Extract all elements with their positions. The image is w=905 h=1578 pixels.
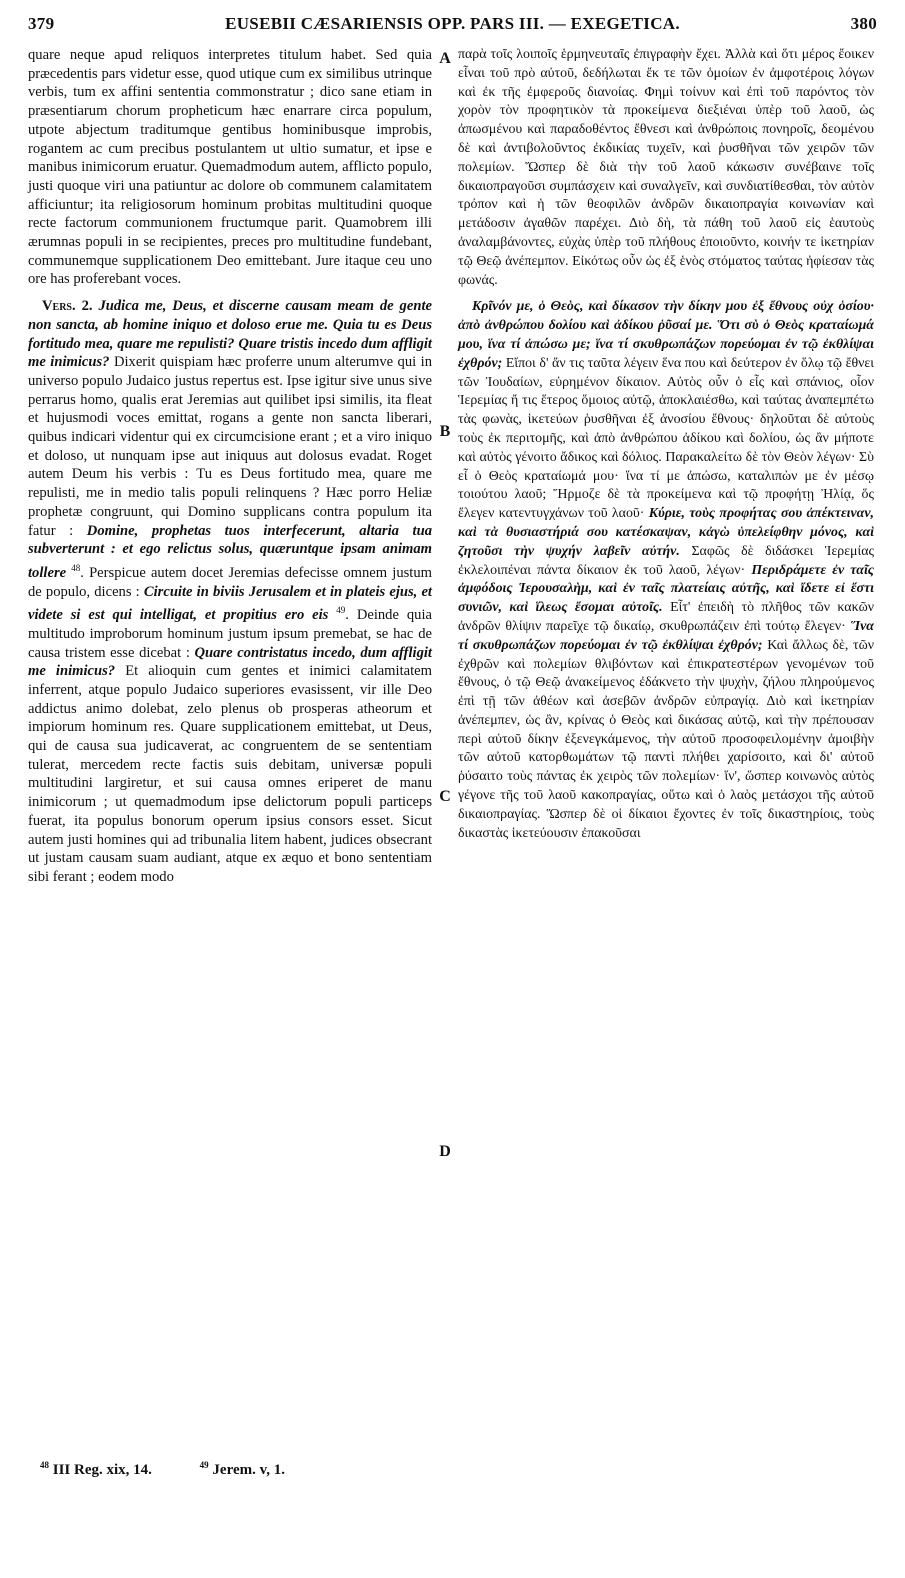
- margin-letter-c: C: [439, 788, 451, 805]
- running-header: [28, 14, 877, 40]
- footnote-48: [40, 1462, 174, 1478]
- verse-label: Vers. 2.: [42, 298, 93, 315]
- margin-letter-b: B: [439, 423, 451, 440]
- latin-quote-jeremiah: Circuite in biviis Jerusalem et in plateis ejus, et videte si est qui intelligat, et propitius ero eis: [28, 583, 432, 624]
- footnote-48-text: III Reg. xix, 14.: [52, 1462, 152, 1478]
- latin-commentary-2: . Perspicue autem docet Jeremias defecisse omnem justum de populo, dicens :: [28, 564, 432, 600]
- footnotes: [40, 1460, 329, 1479]
- greek-paragraph-intro: παρὰ τοῖς λοιποῖς ἑρμηνευταῖς ἐπιγραφὴν ἔχει. Ἀλλὰ καὶ ὅτι μέρος ἔοικεν εἶναι τοῦ πρὸ αὐτοῦ, δεδήλωται ἔκ τε τῶν ὁμοίων ἐν ἀμφοτέροις λόγων καὶ ἐκ τῆς ἐμφεροῦς διανοίας. Φημὶ τοίνυν καὶ ἐπὶ τοῦ παρόντος τὸν χορὸν τὸν προφητικὸν τὰ προκείμενα διεξιέναι ὑπὲρ τοῦ λαοῦ, ὡς ἀπωσμένου καὶ παραδοθέντος ἔθνεσι καὶ ἀνθρώποις πονηροῖς, δεομένου δὲ καὶ ἀντιβολοῦντος ἐκδικίας τυχεῖν, καὶ ῥυσθῆναι τῶν χειρῶν τῶν πολεμίων. Ὥσπερ δὲ διὰ τὴν τοῦ λαοῦ κάκωσιν συνέβαινε τοῖς δικαιοπραγοῦσι συμπάσχειν καὶ συναλγεῖν, καὶ συνδιατίθεσθαι, τὸν αὐτὸν τρόπον καὶ ἡ τῶν θεοφιλῶν ἀνδρῶν δικαιοπραγία κοινωνίαν καὶ μετάδοσιν ἀγαθῶν παρέχει. Διὸ δὴ, τὰ πάθη τοῦ λαοῦ εἰς ἑαυτοὺς ἀναλαμβάνοντες, εὐχὰς ὑπὲρ τοῦ πλήθους ἐποιοῦντο, κοινήν τε ἱκετηρίαν τῷ Θεῷ ἀνέπεμπον. Εἰκότως οὖν ὡς ἐξ ἑνὸς στόματος ταύτας ἠφίεσαν τὰς φωνάς.: [458, 47, 874, 288]
- footnote-49: [200, 1462, 307, 1478]
- footnote-ref-48: 48: [71, 562, 81, 573]
- greek-commentary-1: Εἴποι δ' ἄν τις ταῦτα λέγειν ἕνα που καὶ δεύτερον ἐν ὅλῳ τῷ ἔθνει τῶν Ἰουδαίων, εὑρημένον δίκαιον. Αὐτὸς οὖν ὁ εἷς καὶ σπάνιος, οἷον Ἱερεμίας ἤ τις ἕτερος ὅμοιος αὐτῷ, ἀποκλαιέσθω, καὶ ταύτας ἀναπεμπέτω τὰς φωνὰς, ἱκετεύων ῥυσθῆναι ἐξ ἀνοσίου ἔθνους· δηλοῦται δὲ αὐτοὺς τοὺς ἐκ περιτομῆς, καὶ ἀπὸ ἀνθρώπου ἀδίκου καὶ δολίου, ὡς ἂν μήποτε καὶ αὐτὸς γένοιτο ἄδικος καὶ δόλιος. Παρακαλείτω δὲ τὸν Θεὸν λέγων· Σὺ εἶ ὁ Θεὸς κραταίωμά μου· ἵνα τί με ἀπώσω, καταλιπὼν με ἐν μέσῳ τοιούτου λαοῦ; Ἥρμοζε δὲ τὰ προκείμενα καὶ τῷ προφήτῃ Ἠλίᾳ, ὅς ἔλεγεν κατεντυγχάνων τοῦ λαοῦ·: [458, 355, 874, 522]
- margin-letter-a: A: [439, 50, 451, 67]
- footnote-48-number: 48: [40, 1460, 49, 1470]
- latin-paragraph-verse: [28, 297, 432, 887]
- page-number-left: 379: [28, 14, 55, 33]
- margin-letter-d: D: [439, 1143, 451, 1160]
- latin-commentary-3: . Deinde quia multitudo improborum hominum justum ipsum premebat, se hac de causa tristem esse dicebat :: [28, 607, 432, 661]
- running-title: EUSEBII CÆSARIENSIS OPP. PARS III. — EXEGETICA.: [225, 14, 680, 33]
- greek-paragraph-verse: [458, 298, 874, 843]
- greek-commentary-3: Εἶτ' ἐπειδὴ τὸ πλῆθος τῶν κακῶν ἀνδρῶν θλίψιν παρεῖχε τῷ δικαίῳ, σκυθρωπάζειν ἐπὶ τούτῳ ἔλεγεν·: [458, 600, 875, 634]
- footnote-49-number: 49: [199, 1460, 209, 1470]
- latin-column: [28, 46, 432, 887]
- latin-commentary-1: Dixerit quispiam hæc proferre unum alterumve qui in universo populo Judaico justus repertus est. Ipse igitur sive unus sive perrarus homo, qualis erat Jeremias aut quilibet ipsi similis, ita fleat et hujusmodi voces emittat, rogans a gente non sancta liberari, quibus indicari videntur qui ex circumcisione erant ; et a viro iniquo et doloso, ut nunquam ipse aut iniquus aut dolosus evadat. Roget autem Deum his verbis : Tu es Deus fortitudo mea, quare me repulisti, me in medio talis populi relinquens ? Hæc porro Heliæ prophetæ congruunt, qui Domino supplicans contra populum ita fatur :: [28, 354, 432, 539]
- latin-paragraph-intro: quare neque apud reliquos interpretes titulum habet. Sed quia præcedentis pars videtur esse, quod utique cum ex similibus utrinque verbis, tum ex affini sententia commonstratur ; dico sane etiam in præsentiarum chorum propheticum hæc enarrare circa populum, utpote abjectum traditumque gentibus hominibusque improbis, rogantem ac cum precibus postulantem ut ultio sumatur, et ipse e manibus inimicorum eruatur. Quemadmodum autem, afflicto populo, justi quoque viri una patiuntur ac dolore ob communem calamitatem afficiuntur; ita religiosorum hominum probitas multitudini quoque recte factorum communionem fructumque parit. Quamobrem illi ærumnas populi in se recipientes, preces pro multitudine fundebant, communemque supplicationem Deo emittebant. Jure itaque ceu uno ore has proferebant voces.: [28, 47, 432, 288]
- greek-quote-jeremiah: Περιδράμετε ἐν ταῖς ἀμφόδοις Ἱερουσαλὴμ, καὶ ἐν ταῖς πλατείαις αὐτῆς, καὶ ἴδετε εἰ ἔστι συνιῶν, καὶ ἵλεως ἔσομαι αὐτοῖς.: [458, 562, 874, 616]
- page-number-right: 380: [850, 14, 877, 33]
- greek-quote-kings: Κύριε, τοὺς προφήτας σου ἀπέκτειναν, καὶ τὰ θυσιαστήριά σου κατέσκαψαν, κἀγὼ ὑπελείφθην μόνος, καὶ ζητοῦσι τὴν ψυχήν λαβεῖν αὐτήν.: [458, 506, 874, 559]
- greek-quote-psalm: Ἵνα τί σκυθρωπάζων πορεύομαι ἐν τῷ ἐκθλίψαι ἐχθρόν;: [458, 618, 874, 653]
- latin-commentary-4: Et alioquin cum gentes et inimici calamitatem inferrent, atque populo Judaico superiores evasissent, vir ille Deo addictus animo dolebat, zelo plenus ob prosperas atheorum et impiorum hominum res. Quare supplicationem emittebat, ut Deus, qui de causa sua judicaverat, ac congruentem de se sententiam tulerat, mercedem recte factis suis debitam, universæ populi multitudini largiretur, et sui causa omnes eriperet de manu inimicorum ; ut quemadmodum ipse delictorum populi particeps fuerat, ita populus bonorum operum ipsius consors esset. Sicut autem justi homines qui ad tribunalia litem habent, judices obsecrant ut justam causam suam audiant, atque ex æquo et bono sententiam sibi ferant ; eodem modo: [28, 663, 432, 885]
- footnote-49-text: Jerem. v, 1.: [212, 1462, 286, 1478]
- greek-commentary-2: Σαφῶς δὲ διδάσκει Ἱερεμίας ἐκλελοιπέναι πάντα δίκαιον ἐκ τοῦ λαοῦ, λέγων·: [458, 543, 875, 578]
- greek-verse-text: Κρῖνόν με, ὁ Θεὸς, καὶ δίκασον τὴν δίκην μου ἐξ ἔθνους οὐχ ὁσίου· ἀπὸ ἀνθρώπου δολίου καὶ ἀδίκου ῥῦσαί με. Ὅτι σὺ ὁ Θεὸς κραταίωμά μου, ἵνα τί ἀπώσω με; ἵνα τί σκυθρωπάζων πορεύομαι ἐν τῷ ἐκθλίψαι ἐχθρόν;: [458, 299, 874, 371]
- greek-commentary-4: Καὶ ἄλλως δὲ, τῶν ἐχθρῶν καὶ πολεμίων θλιβόντων καὶ ἐπικρατεστέρων γενομένων τοῦ ἔθνους, ὁ τῷ Θεῷ ἀνακείμενος ἐδάκνετο τὴν ψυχὴν, ζήλου πληρούμενος ἐπὶ τῇ τῶν ἀθέων καὶ ἀσεβῶν ἀνδρῶν εὐπραγίᾳ. Διὸ καὶ ἱκετηρίαν ἀνέπεμπεν, ὡς ἂν, κρίνας ὁ Θεὸς καὶ δικάσας αὐτῷ, καὶ τὴν πρέπουσαν περὶ αὐτοῦ δίκην ἐξενεγκάμενος, τὴν αὐτοῦ προσοφειλομένην ἀμοιβὴν τῶν αὐτοῦ κατορθωμάτων τῷ παντὶ πλήθει χαρίσοιτο, καὶ δι' αὐτοῦ ῥύσαιτο τοὺς πάντας ἐκ χειρὸς τῶν πολεμίων· ἵν', ὥσπερ κοινωνὸς αὐτὸς γέγονε τῆς τοῦ λαοῦ κακοπραγίας, οὕτω καὶ ὁ λαὸς μετάσχοι τῆς αὐτοῦ δικαιοπραγίας. Ὥσπερ δὲ οἱ δίκαιοι ἔχοντες ἐν τοῖς δικαστηρίοις, τοὺς δικαστὰς ἱκετεύουσιν ἐπακοῦσαι: [458, 637, 874, 841]
- greek-column: [458, 46, 874, 843]
- latin-verse-text: Judica me, Deus, et discerne causam meam de gente non sancta, ab homine iniquo et doloso erue me. Quia tu es Deus fortitudo mea, quare me repulisti? Quare tristis incedo dum affligit me inimicus?: [28, 298, 432, 371]
- latin-quote-psalm: Quare contristatus incedo, dum affligit me inimicus?: [28, 644, 432, 680]
- footnote-ref-49: 49: [336, 605, 346, 616]
- latin-quote-kings: Domine, prophetas tuos interfecerunt, altaria tua subverterunt : et ego relictus solus, quæruntque ipsam animam tollere: [28, 522, 432, 581]
